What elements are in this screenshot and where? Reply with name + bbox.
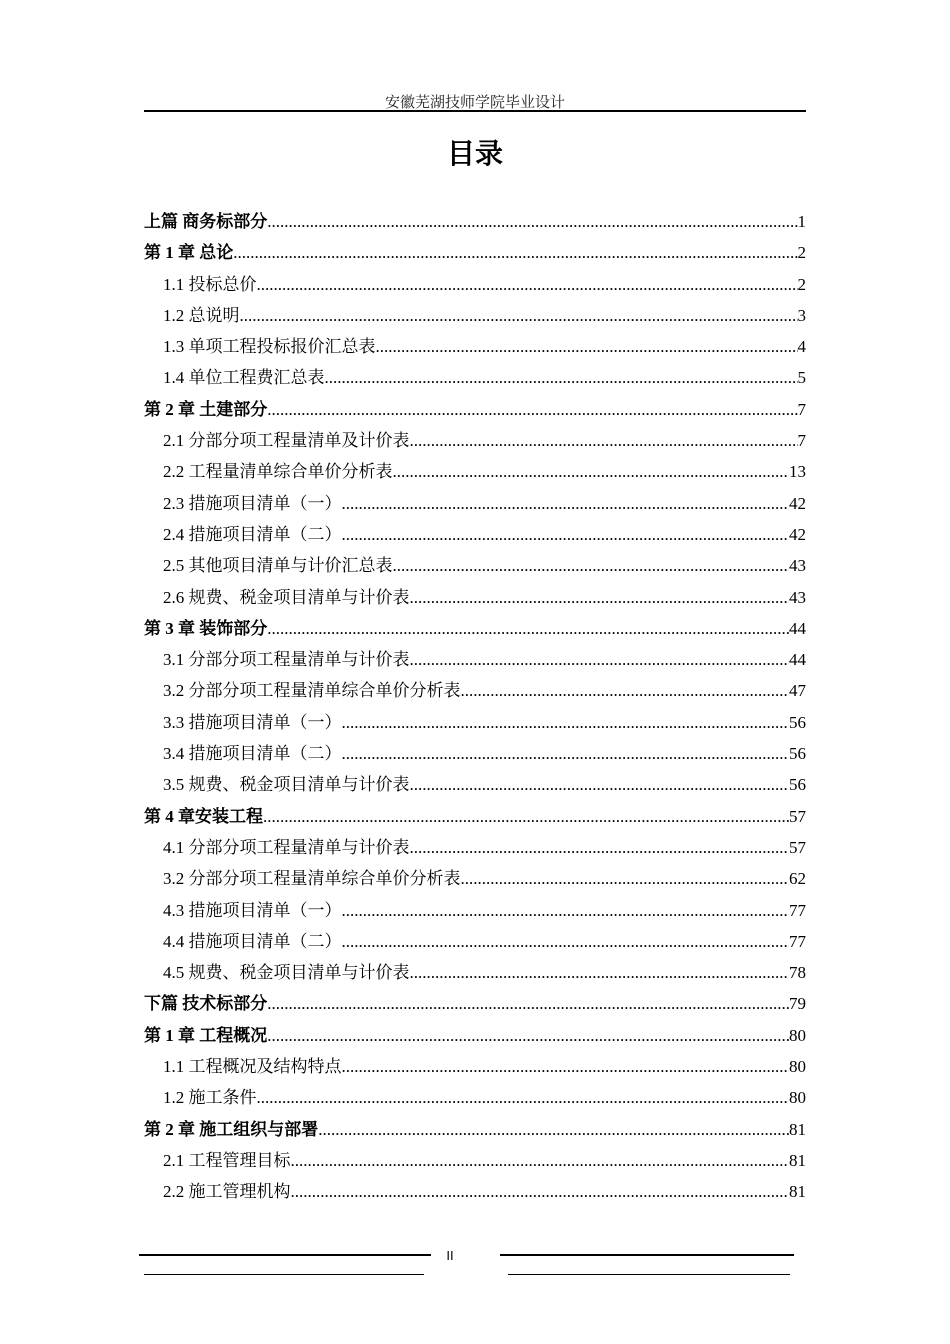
toc-entry-page: 57 [789,837,806,857]
toc-dot-leader [342,519,790,550]
toc-dot-leader [342,488,790,519]
toc-entry-page: 44 [789,650,806,670]
toc-dot-leader [461,863,790,894]
toc-entry-page: 3 [797,305,806,325]
toc-dot-leader [325,362,798,393]
toc-entry-page: 81 [789,1150,806,1170]
toc-section-entry[interactable] [144,1082,806,1113]
toc-dot-leader [267,1020,789,1051]
toc-entry-label: 1.4 单位工程费汇总表 [163,368,325,388]
toc-dot-leader [291,1145,790,1176]
footer-rule-right-bottom [508,1274,790,1275]
toc-entry-label: 3.1 分部分项工程量清单与计价表 [163,650,410,670]
toc-entry-page: 5 [797,368,806,388]
toc-section-entry[interactable] [144,769,806,800]
toc-section-entry[interactable] [144,895,806,926]
toc-chapter-entry[interactable] [144,801,806,832]
toc-dot-leader [267,988,789,1019]
toc-dot-leader [257,1082,790,1113]
toc-entry-label: 下篇 技术标部分 [144,994,268,1014]
toc-entry-page: 43 [789,556,806,576]
toc-entry-page: 80 [789,1025,806,1045]
toc-entry-label: 第 3 章 装饰部分 [144,618,268,638]
toc-entry-label: 4.4 措施项目清单（二） [163,931,342,951]
toc-chapter-entry[interactable] [144,613,806,644]
toc-entry-page: 2 [797,274,806,294]
toc-section-entry[interactable] [144,675,806,706]
toc-entry-label: 第 1 章 工程概况 [144,1025,268,1045]
toc-chapter-entry[interactable] [144,237,806,268]
toc-section-entry[interactable] [144,362,806,393]
toc-dot-leader [267,206,797,237]
toc-section-entry[interactable] [144,707,806,738]
toc-entry-page: 57 [789,806,806,826]
toc-chapter-entry[interactable] [144,394,806,425]
page-header-text: 安徽芜湖技师学院毕业设计 [384,95,565,111]
toc-entry-page: 47 [789,681,806,701]
toc-section-entry[interactable] [144,957,806,988]
toc-dot-leader [342,707,790,738]
page-title: 目录 [446,137,503,170]
toc-entry-label: 1.1 工程概况及结构特点 [163,1057,342,1077]
toc-entry-label: 3.2 分部分项工程量清单综合单价分析表 [163,869,461,889]
toc-entry-page: 4 [797,337,806,357]
toc-dot-leader [267,394,797,425]
toc-dot-leader [461,675,790,706]
toc-entry-page: 1 [797,212,806,231]
toc-entry-label: 第 2 章 土建部分 [144,399,268,419]
toc-entry-label: 1.1 投标总价 [163,274,257,294]
toc-dot-leader [240,300,798,331]
toc-entry-label: 1.3 单项工程投标报价汇总表 [163,337,376,357]
toc-entry-page: 56 [789,775,806,795]
toc-entry-label: 上篇 商务标部分 [144,212,268,231]
toc-entry-page: 2 [797,243,806,263]
toc-dot-leader [342,738,790,769]
toc-entry-label: 2.1 分部分项工程量清单及计价表 [163,431,410,451]
toc-section-entry[interactable] [144,300,806,331]
toc-section-entry[interactable] [144,582,806,613]
toc-dot-leader [410,832,790,863]
toc-entry-page: 81 [789,1182,806,1202]
toc-dot-leader [342,895,790,926]
toc-section-entry[interactable] [144,926,806,957]
toc-section-entry[interactable] [144,1145,806,1176]
toc-entry-page: 77 [789,931,806,951]
toc-dot-leader [342,926,790,957]
toc-entry-label: 4.1 分部分项工程量清单与计价表 [163,837,410,857]
toc-entry-label: 第 2 章 施工组织与部署 [144,1119,319,1139]
toc-entry-page: 56 [789,744,806,764]
toc-entry-page: 81 [789,1119,806,1139]
toc-dot-leader [318,1114,789,1145]
toc-entry-label: 4.5 规费、税金项目清单与计价表 [163,963,410,983]
toc-entry-page: 78 [789,963,806,983]
toc-section-entry[interactable] [144,1051,806,1082]
toc-section-entry[interactable] [144,425,806,456]
toc-dot-leader [410,582,790,613]
toc-entry-page: 7 [797,399,806,419]
toc-chapter-entry[interactable] [144,1020,806,1051]
toc-dot-leader [342,1051,790,1082]
toc-dot-leader [393,456,790,487]
toc-dot-leader [267,613,789,644]
toc-entry-label: 2.5 其他项目清单与计价汇总表 [163,556,393,576]
toc-entry-label: 2.6 规费、税金项目清单与计价表 [163,587,410,607]
toc-dot-leader [410,425,798,456]
toc-entry-label: 1.2 总说明 [163,305,240,325]
toc-entry-label: 第 1 章 总论 [144,243,234,263]
toc-entry-page: 56 [789,712,806,732]
toc-chapter-entry[interactable] [144,988,806,1019]
header-rule [144,110,806,112]
toc-dot-leader [291,1176,790,1207]
table-of-contents [144,206,806,1208]
toc-entry-label: 2.2 施工管理机构 [163,1182,291,1202]
toc-dot-leader [263,801,789,832]
toc-section-entry[interactable] [144,1176,806,1207]
toc-section-entry[interactable] [144,519,806,550]
toc-entry-page: 44 [789,618,806,638]
page-number: II [446,1248,454,1263]
toc-entry-page: 42 [789,493,806,513]
toc-section-entry[interactable] [144,488,806,519]
toc-entry-label: 3.4 措施项目清单（二） [163,744,342,764]
toc-chapter-entry[interactable] [144,1114,806,1145]
toc-entry-label: 3.3 措施项目清单（一） [163,712,342,732]
toc-entry-label: 2.3 措施项目清单（一） [163,493,342,513]
toc-entry-page: 7 [797,431,806,451]
toc-chapter-entry[interactable] [144,206,806,237]
toc-dot-leader [257,269,798,300]
toc-section-entry[interactable] [144,456,806,487]
toc-entry-label: 2.2 工程量清单综合单价分析表 [163,462,393,482]
toc-entry-page: 62 [789,869,806,889]
toc-entry-page: 80 [789,1057,806,1077]
toc-section-entry[interactable] [144,269,806,300]
toc-dot-leader [233,237,797,268]
toc-section-entry[interactable] [144,832,806,863]
toc-entry-label: 1.2 施工条件 [163,1088,257,1108]
toc-section-entry[interactable] [144,331,806,362]
toc-entry-label: 2.4 措施项目清单（二） [163,524,342,544]
toc-entry-page: 13 [789,462,806,482]
toc-entry-label: 2.1 工程管理目标 [163,1150,291,1170]
toc-entry-page: 42 [789,524,806,544]
toc-dot-leader [410,769,790,800]
toc-entry-page: 80 [789,1088,806,1108]
toc-dot-leader [376,331,798,362]
toc-entry-label: 3.5 规费、税金项目清单与计价表 [163,775,410,795]
toc-dot-leader [410,644,790,675]
toc-dot-leader [393,550,790,581]
toc-section-entry[interactable] [144,644,806,675]
footer-rule-left-bottom [144,1274,424,1275]
toc-entry-label: 第 4 章安装工程 [144,806,263,826]
toc-section-entry[interactable] [144,738,806,769]
toc-entry-label: 4.3 措施项目清单（一） [163,900,342,920]
toc-dot-leader [410,957,790,988]
toc-entry-label: 3.2 分部分项工程量清单综合单价分析表 [163,681,461,701]
toc-entry-page: 77 [789,900,806,920]
toc-entry-page: 43 [789,587,806,607]
page-footer [0,1250,950,1280]
toc-entry-page: 79 [789,994,806,1014]
toc-section-entry[interactable] [144,863,806,894]
toc-section-entry[interactable] [144,550,806,581]
